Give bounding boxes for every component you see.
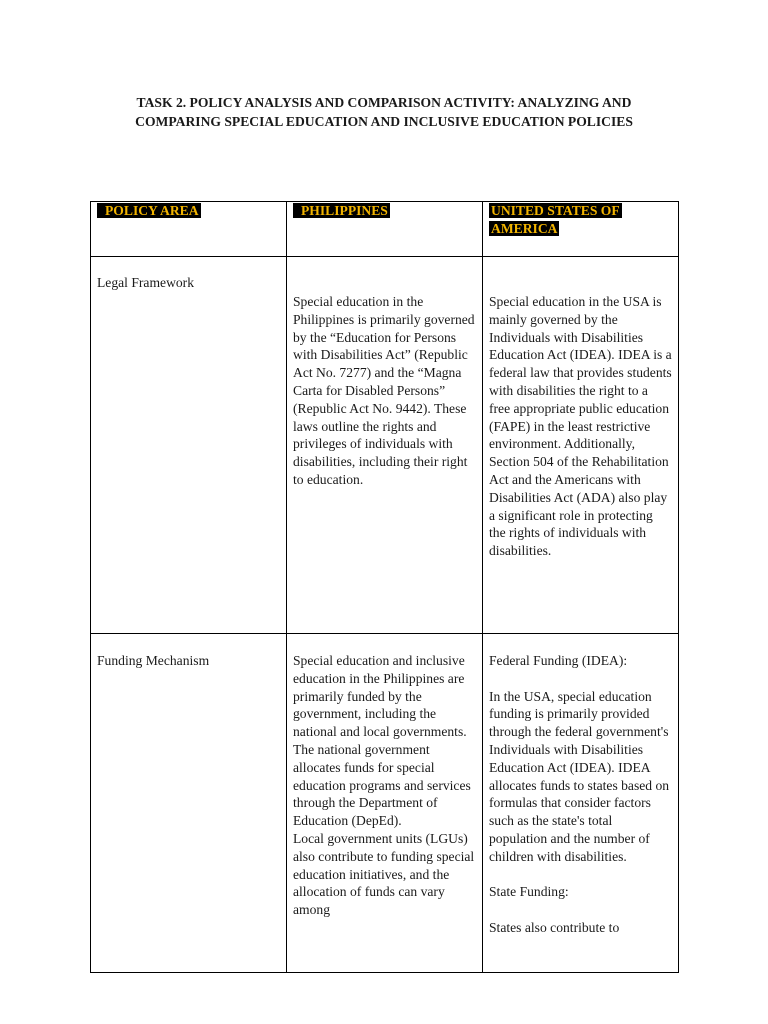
usa-funding-para-federal: In the USA, special education funding is primarily provided through the federal government's Individuals with Disabilities Education Act (IDEA). IDEA allocates funds to states based on formulas that consider factors such as the state's total population and the number of children with disabilities. (489, 688, 670, 864)
philippines-funding-para-3: Local government units (LGUs) also contribute to funding special education initiatives, and the allocation of funds can vary among (293, 830, 475, 918)
usa-legal-text: Special education in the USA is mainly governed by the Individuals with Disabilities Education Act (IDEA). IDEA is a federal law that provides students with disabilities the right to a free appropriate public education (FAPE) in the least restrictive environment. Additionally, Section 504 of the Rehabilitation Act and the Americans with Disabilities Act (ADA) also play a significant role in protecting the rights of individuals with disabilities. (489, 294, 672, 559)
policy-area-label: Legal Framework (97, 275, 195, 290)
page-title-line-1: TASK 2. POLICY ANALYSIS AND COMPARISON ACTIVITY: ANALYZING AND (136, 95, 632, 110)
philippines-legal-text: Special education in the Philippines is primarily governed by the “Education for Persons with Disabilities Act” (Republic Act No. 7277) and the “Magna Carta for Disabled Persons” (Republic Act No. 9442). These laws outline the rights and privileges of individuals with disabilities, including their right to education. (293, 294, 475, 487)
header-philippines: PHILIPPINES (293, 203, 390, 218)
philippines-funding-para-1: Special education and inclusive education in the Philippines are primarily funded by the government, including the national and local governments. (293, 653, 467, 740)
page-title (60, 93, 708, 131)
header-cell-usa (483, 202, 679, 257)
page-title-line-2: COMPARING SPECIAL EDUCATION AND INCLUSIVE EDUCATION POLICIES (135, 114, 633, 129)
table-header-row (91, 202, 679, 257)
cell-usa-funding (483, 634, 679, 973)
cell-area-legal (91, 257, 287, 634)
header-cell-policy-area (91, 202, 287, 257)
usa-funding-para-state: States also contribute to (489, 919, 620, 935)
policy-comparison-table (90, 201, 679, 973)
table-row-legal-framework (91, 257, 679, 634)
cell-philippines-legal (287, 257, 483, 634)
paragraph-gap (489, 670, 672, 688)
table-row-funding-mechanism (91, 634, 679, 973)
header-policy-area: POLICY AREA (97, 203, 201, 218)
usa-funding-heading-federal: Federal Funding (IDEA): (489, 653, 628, 668)
policy-area-label: Funding Mechanism (97, 653, 210, 668)
header-usa-line-1: UNITED STATES OF (491, 203, 620, 218)
philippines-funding-para-2: The national government allocates funds for special education programs and services through the Department of Education (DepEd). (293, 741, 471, 829)
header-usa-line-2: AMERICA (491, 220, 558, 236)
usa-funding-heading-state: State Funding: (489, 884, 569, 900)
cell-usa-legal (483, 257, 679, 634)
cell-philippines-funding (287, 634, 483, 973)
paragraph-gap (489, 866, 672, 884)
paragraph-gap (489, 901, 672, 919)
cell-area-funding (91, 634, 287, 973)
header-cell-philippines (287, 202, 483, 257)
